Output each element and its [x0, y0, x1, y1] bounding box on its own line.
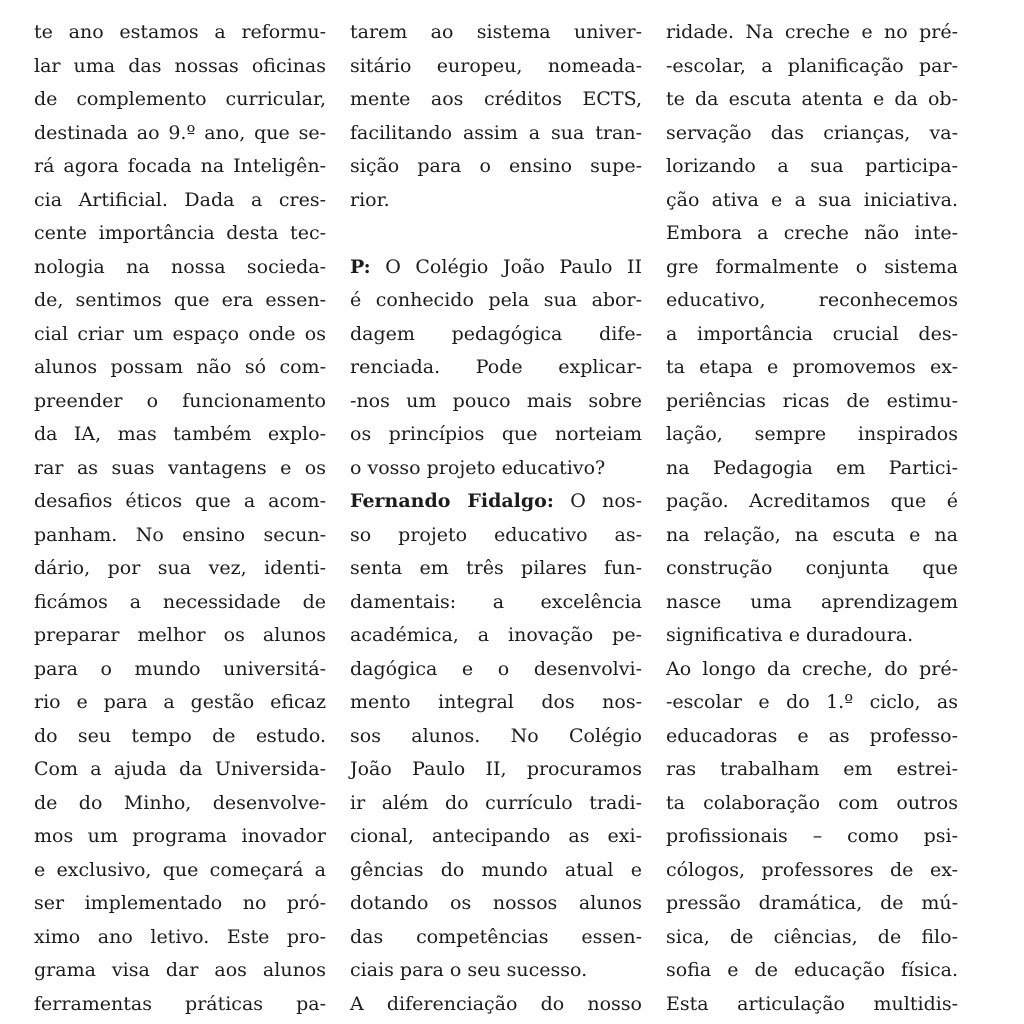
text-line — [666, 854, 958, 888]
text-line — [666, 117, 958, 151]
text-line — [666, 820, 958, 854]
text-line — [34, 887, 326, 921]
text-line — [34, 954, 326, 988]
line-text: sos alunos. No Colégio — [350, 724, 642, 747]
line-text: nasce uma aprendizagem — [666, 590, 958, 613]
text-line — [666, 753, 958, 787]
line-text: mento integral dos nos- — [350, 691, 642, 713]
line-text: ção ativa e a sua iniciativa. — [666, 188, 958, 211]
line-text: de do Minho, desenvolve- — [34, 791, 326, 814]
text-line — [666, 385, 958, 419]
text-line — [34, 452, 326, 486]
line-text: so projeto educativo as- — [350, 523, 642, 546]
text-line — [34, 418, 326, 452]
line-text: para o mundo universitá- — [34, 657, 326, 680]
text-line — [666, 418, 958, 452]
text-line — [666, 251, 958, 285]
text-line — [350, 686, 642, 720]
line-text: Embora a creche não inte- — [666, 222, 958, 244]
line-text: dagem pedagógica dife- — [350, 322, 642, 345]
line-text: Ao longo da creche, do pré- — [666, 657, 958, 680]
line-text: servação das crianças, va- — [666, 121, 958, 144]
text-line — [34, 150, 326, 184]
text-line — [350, 552, 642, 586]
line-text: educadoras e as professo- — [666, 724, 958, 747]
line-text: gências do mundo atual e — [350, 858, 642, 881]
line-text: a importância crucial des- — [666, 322, 958, 345]
line-text: ir além do currículo tradi- — [350, 791, 642, 814]
line-text: dotando os nossos alunos — [350, 892, 642, 914]
text-line — [666, 184, 958, 218]
text-line — [350, 83, 642, 117]
line-text: ta etapa e promovemos ex- — [666, 356, 958, 378]
line-text: sofia e de educação física. — [666, 959, 958, 981]
line-text: ciais para o seu sucesso. — [350, 959, 588, 981]
line-text: cente importância desta tec- — [34, 222, 326, 244]
text-line — [666, 83, 958, 117]
line-text: mente aos créditos ECTS, — [350, 88, 642, 110]
text-line — [666, 150, 958, 184]
text-line — [350, 418, 642, 452]
text-column-3 — [666, 16, 958, 1021]
line-text: educativo, reconhecemos — [666, 289, 958, 311]
line-text: da IA, mas também explo- — [34, 423, 326, 445]
text-column-2 — [350, 16, 642, 1021]
text-line — [350, 184, 642, 218]
text-line — [350, 619, 642, 653]
line-text: periências ricas de estimu- — [666, 389, 958, 412]
text-line — [350, 150, 642, 184]
text-line — [34, 720, 326, 754]
text-line — [350, 318, 642, 352]
text-line — [34, 117, 326, 151]
text-line — [34, 519, 326, 553]
text-line — [34, 351, 326, 385]
line-text: alunos possam não só com- — [34, 356, 326, 378]
line-text: senta em três pilares fun- — [350, 557, 642, 579]
text-line — [666, 686, 958, 720]
text-line — [666, 988, 958, 1022]
speaker-label: Fernando Fidalgo: — [350, 490, 554, 512]
line-text: gre formalmente o sistema — [666, 255, 958, 278]
line-text: lorizando a sua participa- — [666, 155, 958, 177]
line-text: pressão dramática, de mú- — [666, 892, 958, 914]
text-line — [350, 787, 642, 821]
text-line — [350, 117, 642, 151]
line-text: te da escuta atenta e da ob- — [666, 88, 958, 110]
text-line — [350, 284, 642, 318]
line-text: o vosso projeto educativo? — [350, 456, 606, 479]
text-line — [34, 787, 326, 821]
line-text: Com a ajuda da Universida- — [34, 758, 326, 780]
line-text: -escolar e do 1.º ciclo, as — [666, 691, 958, 713]
line-text: preparar melhor os alunos — [34, 624, 326, 646]
text-line — [34, 988, 326, 1022]
line-text: significativa e duradoura. — [666, 624, 914, 646]
line-text: cional, antecipando as exi- — [350, 825, 642, 847]
line-text: dagógica e o desenvolvi- — [350, 657, 642, 680]
text-line — [350, 586, 642, 620]
line-text: damentais: a excelência — [350, 590, 642, 613]
text-line — [666, 954, 958, 988]
line-text: sica, de ciências, de filo- — [666, 925, 958, 948]
line-text: pação. Acreditamos que é — [666, 490, 958, 512]
line-text: cia Artificial. Dada a cres- — [34, 188, 326, 211]
line-text: académica, a inovação pe- — [350, 624, 642, 646]
blank-line — [350, 217, 642, 251]
text-line — [666, 619, 958, 653]
text-line — [34, 619, 326, 653]
line-text: -nos um pouco mais sobre — [350, 389, 642, 412]
line-text: mos um programa inovador — [34, 825, 326, 847]
line-text: os princípios que norteiam — [350, 423, 642, 445]
speaker-label: P: — [350, 255, 371, 278]
line-text: dário, por sua vez, identi- — [34, 557, 326, 579]
text-column-1 — [34, 16, 326, 1021]
text-line — [34, 251, 326, 285]
text-line — [666, 318, 958, 352]
line-text: rar as suas vantagens e os — [34, 456, 326, 479]
text-line — [350, 50, 642, 84]
text-line — [666, 787, 958, 821]
line-text: ferramentas práticas pa- — [34, 992, 326, 1015]
line-text: na Pedagogia em Partici- — [666, 456, 958, 479]
line-text: ser implementado no pró- — [34, 892, 326, 914]
line-text: rá agora focada na Inteligên- — [34, 155, 326, 177]
line-text: -escolar, a planificação par- — [666, 54, 958, 77]
line-text: tarem ao sistema univer- — [350, 21, 642, 43]
line-text: destinada ao 9.º ano, que se- — [34, 121, 326, 144]
line-text: profissionais – como psi- — [666, 825, 958, 847]
line-text: e exclusivo, que começará a — [34, 858, 326, 881]
text-line — [34, 83, 326, 117]
text-line — [666, 284, 958, 318]
line-text: Esta articulação multidis- — [666, 992, 958, 1015]
text-line — [350, 485, 642, 519]
text-line — [350, 921, 642, 955]
text-line — [34, 485, 326, 519]
text-line — [666, 519, 958, 553]
text-line — [34, 854, 326, 888]
text-line — [666, 552, 958, 586]
line-text: preender o funcionamento — [34, 389, 326, 412]
text-line — [350, 753, 642, 787]
line-text: sitário europeu, nomeada- — [350, 54, 642, 77]
text-line — [666, 452, 958, 486]
text-line — [34, 385, 326, 419]
line-text: cial criar um espaço onde os — [34, 322, 326, 345]
line-text: é conhecido pela sua abor- — [350, 289, 642, 311]
text-line — [666, 720, 958, 754]
text-line — [666, 351, 958, 385]
line-text: A diferenciação do nosso — [350, 992, 642, 1015]
text-line — [666, 50, 958, 84]
text-line — [350, 988, 642, 1022]
line-text: desafios éticos que a acom- — [34, 490, 326, 512]
text-line — [350, 452, 642, 486]
line-text: facilitando assim a sua tran- — [350, 121, 642, 144]
line-text: ridade. Na creche e no pré- — [666, 21, 958, 43]
text-line — [350, 887, 642, 921]
line-text: rior. — [350, 188, 390, 211]
text-line — [34, 753, 326, 787]
line-text: das competências essen- — [350, 925, 642, 948]
line-text: de complemento curricular, — [34, 88, 326, 110]
text-line — [34, 686, 326, 720]
text-line — [34, 284, 326, 318]
text-line — [350, 720, 642, 754]
text-line — [34, 586, 326, 620]
line-text: João Paulo II, procuramos — [350, 758, 642, 780]
text-line — [666, 217, 958, 251]
text-line — [350, 519, 642, 553]
text-line — [666, 921, 958, 955]
text-line — [350, 653, 642, 687]
line-text: lação, sempre inspirados — [666, 423, 958, 445]
text-line — [34, 318, 326, 352]
line-text: ras trabalham em estrei- — [666, 758, 958, 780]
line-text: O Colégio João Paulo II — [370, 255, 642, 278]
line-text: de, sentimos que era essen- — [34, 289, 326, 311]
line-text: rio e para a gestão eficaz — [34, 691, 326, 713]
line-text: na relação, na escuta e na — [666, 523, 958, 546]
line-text: lar uma das nossas oficinas — [34, 54, 326, 77]
text-line — [350, 385, 642, 419]
line-text: construção conjunta que — [666, 557, 958, 579]
line-text: O nos- — [553, 490, 642, 512]
line-text: cólogos, professores de ex- — [666, 858, 958, 881]
text-line — [666, 16, 958, 50]
text-line — [666, 485, 958, 519]
line-text: te ano estamos a reformu- — [34, 21, 326, 43]
text-line — [666, 653, 958, 687]
text-line — [34, 16, 326, 50]
text-line — [666, 887, 958, 921]
text-line — [34, 184, 326, 218]
text-line — [34, 820, 326, 854]
text-line — [350, 954, 642, 988]
text-line — [350, 351, 642, 385]
line-text: sição para o ensino supe- — [350, 155, 642, 177]
text-line — [34, 552, 326, 586]
text-line — [350, 820, 642, 854]
text-line — [34, 217, 326, 251]
line-text: grama visa dar aos alunos — [34, 959, 326, 981]
line-text: do seu tempo de estudo. — [34, 724, 326, 747]
text-line — [666, 586, 958, 620]
text-line — [34, 653, 326, 687]
line-text: ximo ano letivo. Este pro- — [34, 925, 326, 948]
line-text: nologia na nossa socieda- — [34, 255, 326, 278]
text-line — [350, 16, 642, 50]
line-text: ta colaboração com outros — [666, 791, 958, 814]
text-line — [350, 854, 642, 888]
line-text: panham. No ensino secun- — [34, 523, 326, 546]
line-text: renciada. Pode explicar- — [350, 356, 642, 378]
text-line — [350, 251, 642, 285]
line-text: ficámos a necessidade de — [34, 590, 326, 613]
text-line — [34, 50, 326, 84]
text-line — [34, 921, 326, 955]
